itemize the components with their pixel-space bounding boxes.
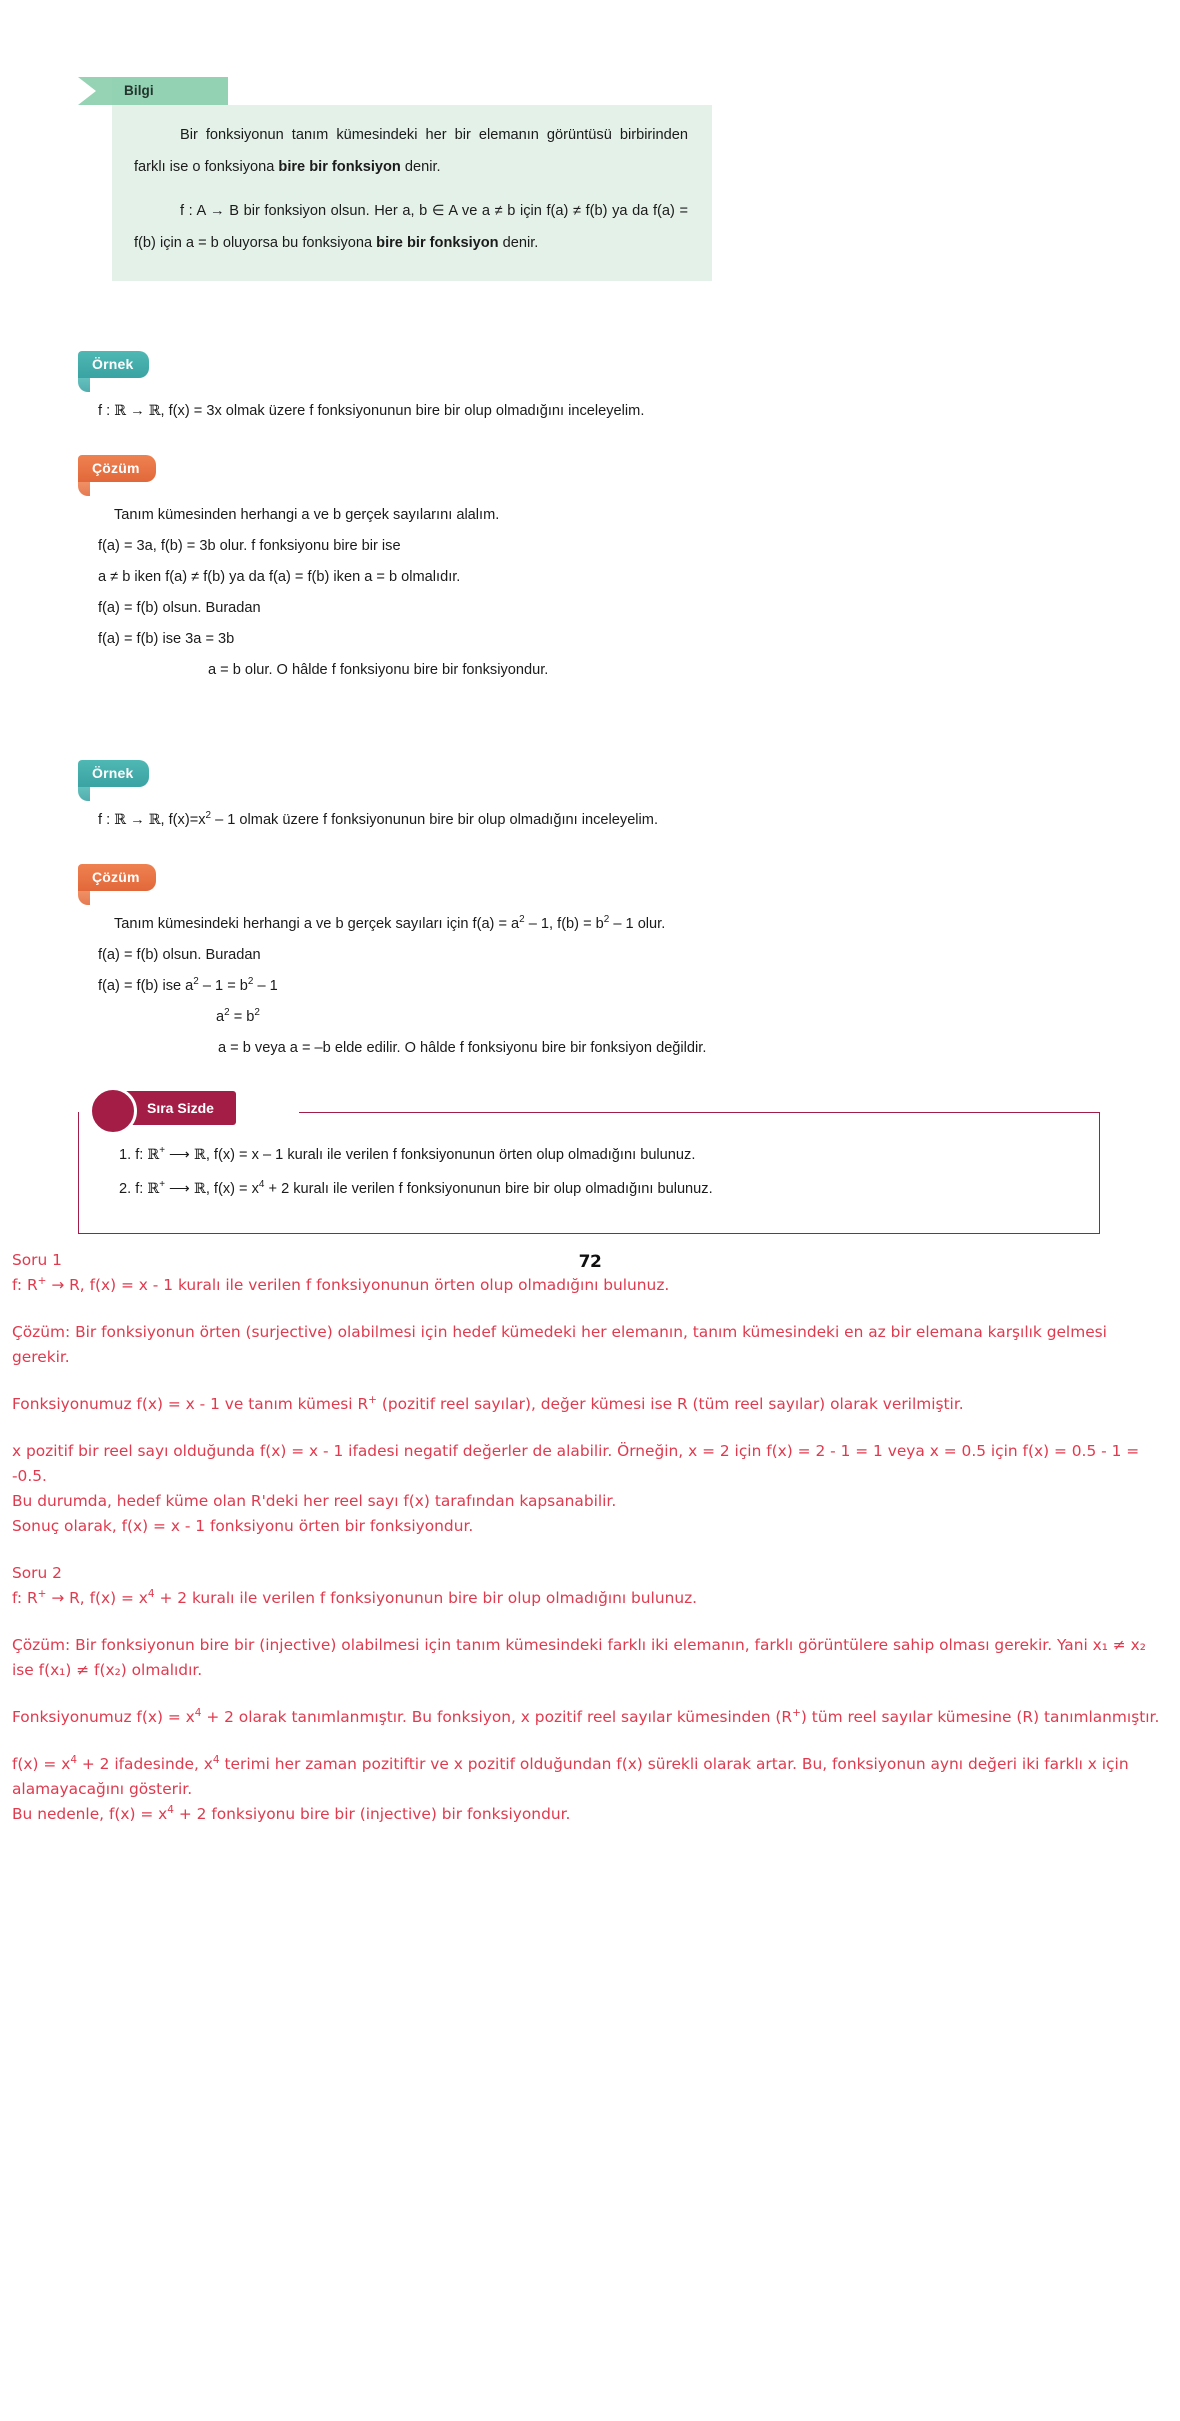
q2-title: Soru 2 — [12, 1564, 62, 1582]
sol2-l4-b: = b — [229, 1009, 255, 1025]
example-1-section — [78, 351, 1180, 427]
sol2-l1-sup1: 2 — [519, 914, 525, 926]
ribbon-tail-icon — [78, 77, 112, 105]
answer-question-2 — [12, 1561, 1166, 1611]
solution-1-tag-row — [78, 455, 1180, 482]
q2-sol-2-a: Fonksiyonumuz f(x) = x — [12, 1708, 195, 1726]
practice-2-rest-a: , f(x) = x — [205, 1181, 259, 1197]
q1-statement-sup: + — [37, 1274, 47, 1287]
info-p1-rest-before: fonksiyona — [204, 159, 279, 175]
solution-2-tag: Çözüm — [78, 864, 156, 891]
solution-2-line-4 — [98, 1002, 1180, 1033]
q2-statement-sup1: + — [37, 1587, 47, 1600]
ex1-arrow: → — [126, 403, 149, 419]
ex2-arrow: → — [126, 812, 149, 828]
practice-box — [78, 1100, 1100, 1234]
answer-annotations — [0, 1248, 1180, 1889]
solution-2-line-1 — [98, 909, 1180, 940]
practice-box-topline — [299, 1112, 1099, 1113]
practice-2-arrow: ⟶ — [164, 1181, 195, 1197]
q2-sol-3-c: terimi her zaman pozitiftir ve x pozitif olduğundan f(x) sürekli olarak artar. Bu, fonksiyonun aynı değeri iki farklı x için alamayacağını gösterir. — [12, 1755, 1129, 1798]
practice-2-sup1: + — [159, 1179, 165, 1191]
practice-1-rest: , f(x) = x – 1 kuralı ile verilen f fonksiyonunun örten olup olmadığını bulunuz. — [205, 1147, 696, 1163]
q2-sol-3-a: f(x) = x — [12, 1755, 71, 1773]
sol2-l4-sup2: 2 — [254, 1007, 260, 1019]
example-2-tag-row — [78, 760, 1180, 787]
solution-2-section — [78, 864, 1180, 1064]
info-p2-lead: f : A → B bir fonksiyon olsun. Her a, b ∈ A ve a ≠ b için f(a) ≠ f(b) ya da f(a) = f(b) için — [134, 203, 688, 251]
info-box-ribbon — [78, 77, 1180, 105]
info-box — [0, 77, 1180, 281]
practice-1-sup1: + — [159, 1145, 165, 1157]
info-p2-rest-after: denir. — [498, 235, 539, 251]
sol2-l1-sup2: 2 — [603, 914, 610, 926]
example-1-tag-row — [78, 351, 1180, 378]
answer-2-sol-3 — [12, 1752, 1166, 1827]
practice-1-set1: ℝ — [147, 1147, 160, 1163]
practice-2-rest-b: + 2 kuralı ile verilen f fonksiyonunun bire bir olup olmadığını bulunuz. — [264, 1181, 713, 1197]
q1-sol-2-a: Fonksiyonumuz f(x) = x - 1 ve tanım kümesi R — [12, 1395, 369, 1413]
q2-sol-3-sup1: 4 — [70, 1753, 77, 1766]
sol2-l4-a: a — [216, 1009, 225, 1025]
practice-1-number: 1. f: — [119, 1147, 148, 1163]
q1-sol-3: x pozitif bir reel sayı olduğunda f(x) = x - 1 ifadesi negatif değerler de alabilir. Örneğin, x = 2 için f(x) = 2 - 1 = 1 veya x = 0.5 için f(x) = 0.5 - 1 = -0.5. — [12, 1442, 1140, 1485]
q1-sol-4: Bu durumda, hedef küme olan R'deki her reel sayı f(x) tarafından kapsanabilir. — [12, 1492, 617, 1510]
q2-statement-c: + 2 kuralı ile verilen f fonksiyonunun bire bir olup olmadığını bulunuz. — [154, 1589, 698, 1607]
q2-sol-2-b: + 2 olarak tanımlanmıştır. Bu fonksiyon, x pozitif reel sayılar kümesinden (R — [201, 1708, 793, 1726]
example-2-tag: Örnek — [78, 760, 149, 787]
solution-1-line-4: f(a) = f(b) olsun. Buradan — [98, 600, 261, 616]
info-box-body — [112, 105, 712, 281]
q2-sol-2-c: ) tüm reel sayılar kümesine (R) tanımlanmıştır. — [800, 1708, 1160, 1726]
sol2-l3-sup1: 2 — [193, 976, 199, 988]
q1-sol-2 — [12, 1392, 1166, 1417]
sol2-l3-a: f(a) = f(b) ise a — [98, 978, 194, 994]
q2-statement-b: → R, f(x) = x — [46, 1589, 148, 1607]
solution-2-lines — [78, 909, 1180, 1064]
answer-2-sol-2 — [12, 1705, 1166, 1730]
info-p1-lead: Bir fonksiyonun tanım kümesindeki her bir elemanın görüntüsü birbirinden farklı ise o — [134, 127, 688, 175]
practice-box-circle-icon — [89, 1087, 137, 1135]
q1-statement — [12, 1273, 1166, 1298]
practice-2-sup2: 4 — [258, 1179, 265, 1191]
example-2-statement — [98, 805, 1180, 836]
sol2-l3-sup2: 2 — [247, 976, 254, 988]
solution-1-lines — [78, 500, 1180, 686]
answer-1-sol-rest — [12, 1439, 1166, 1539]
practice-box-frame — [78, 1100, 1100, 1234]
answer-2-sol-1 — [12, 1633, 1166, 1683]
practice-box-label: Sıra Sizde — [111, 1091, 236, 1125]
q2-sol-2 — [12, 1705, 1166, 1730]
ex2-exponent: 2 — [205, 810, 212, 822]
solution-1-line-1: Tanım kümesinden herhangi a ve b gerçek sayılarını alalım. — [114, 507, 500, 523]
q1-title: Soru 1 — [12, 1251, 62, 1269]
q2-sol-2-sup1: 4 — [194, 1706, 202, 1719]
example-1-tag: Örnek — [78, 351, 149, 378]
practice-2-set1: ℝ — [147, 1181, 160, 1197]
q2-sol-2-sup2: + — [792, 1706, 801, 1719]
solution-2-tag-row — [78, 864, 1180, 891]
answer-1-sol-1 — [12, 1320, 1166, 1370]
solution-1-line-6: a = b olur. O hâlde f fonksiyonu bire bir fonksiyondur. — [208, 662, 549, 678]
q2-sol-4-b: + 2 fonksiyonu bire bir (injective) bir fonksiyondur. — [173, 1805, 571, 1823]
ex1-prefix: f : — [98, 403, 115, 419]
solution-1-section — [78, 455, 1180, 686]
solution-1-line-2: f(a) = 3a, f(b) = 3b olur. f fonksiyonu bire bir ise — [98, 538, 401, 554]
solution-1-tag: Çözüm — [78, 455, 156, 482]
q2-sol-3-b: + 2 ifadesinde, x — [77, 1755, 213, 1773]
q1-sol-2-b: (pozitif reel sayılar), değer kümesi ise R (tüm reel sayılar) olarak verilmiştir. — [376, 1395, 964, 1413]
q1-sol-5: Sonuç olarak, f(x) = x - 1 fonksiyonu örten bir fonksiyondur. — [12, 1517, 474, 1535]
solution-2-line-3 — [98, 971, 1180, 1002]
ex2-domain-set: ℝ — [114, 812, 127, 828]
q2-sol-4-sup: 4 — [167, 1803, 174, 1816]
sol2-l1-c: – 1 olur. — [609, 916, 666, 932]
info-paragraph-2 — [134, 195, 688, 259]
solution-1-line-5: f(a) = f(b) ise 3a = 3b — [98, 631, 235, 647]
q2-sol-3 — [12, 1752, 1166, 1802]
ex2-rest-b: – 1 olmak üzere f fonksiyonunun bire bir olup olmadığını inceleyelim. — [211, 812, 659, 828]
info-box-label: Bilgi — [112, 77, 228, 105]
info-p2-rest-before: a = b oluyorsa bu fonksiyona — [185, 235, 377, 251]
practice-item-1 — [119, 1138, 1099, 1172]
ex1-codomain-set: ℝ — [148, 403, 161, 419]
info-p1-bold: bire bir fonksiyon — [278, 159, 401, 175]
page-number: 72 — [578, 1252, 602, 1272]
info-p1-rest-after: denir. — [400, 159, 441, 175]
q2-statement — [12, 1586, 1166, 1611]
q2-sol-4-a: Bu nedenle, f(x) = x — [12, 1805, 168, 1823]
practice-item-2 — [119, 1172, 1099, 1206]
ex2-rest-a: , f(x)=x — [160, 812, 206, 828]
info-p2-bold: bire bir fonksiyon — [376, 235, 499, 251]
example-2-statement-block — [78, 805, 1180, 836]
example-1-statement — [98, 396, 1180, 427]
q1-sol-1: Çözüm: Bir fonksiyonun örten (surjective) olabilmesi için hedef kümedeki her elemanın, tanım kümesindeki en az bir elemana karşılık gelmesi gerekir. — [12, 1323, 1107, 1366]
q2-sol-3-sup2: 4 — [212, 1753, 220, 1766]
example-2-section — [78, 760, 1180, 836]
sol2-l1-a: Tanım kümesindeki herhangi a ve b gerçek sayıları için f(a) = a — [114, 916, 520, 932]
practice-2-number: 2. f: — [119, 1181, 148, 1197]
sol2-l4-sup1: 2 — [224, 1007, 230, 1019]
answer-1-sol-2 — [12, 1392, 1166, 1417]
ex1-domain-set: ℝ — [114, 403, 127, 419]
practice-2-set2: ℝ — [194, 1181, 206, 1197]
textbook-page — [0, 77, 1180, 2421]
q2-statement-sup2: 4 — [147, 1587, 155, 1600]
practice-1-set2: ℝ — [194, 1147, 206, 1163]
info-paragraph-1 — [134, 119, 688, 183]
sol2-l3-b: – 1 = b — [198, 978, 248, 994]
practice-1-arrow: ⟶ — [164, 1147, 195, 1163]
q1-statement-b: → R, f(x) = x - 1 kuralı ile verilen f fonksiyonunun örten olup olmadığını bulunuz. — [46, 1276, 670, 1294]
solution-2-line-2: f(a) = f(b) olsun. Buradan — [98, 947, 261, 963]
q2-sol-1: Çözüm: Bir fonksiyonun bire bir (injective) olabilmesi için tanım kümesindeki farklı iki elemanın, farklı görüntülere sahip olması gerekir. Yani x₁ ≠ x₂ ise f(x₁) ≠ f(x₂) olmalıdır. — [12, 1636, 1146, 1679]
solution-2-line-5: a = b veya a = –b elde edilir. O hâlde f fonksiyonu bire bir fonksiyon değildir. — [218, 1040, 707, 1056]
q1-sol-2-sup: + — [368, 1393, 377, 1406]
solution-1-line-3: a ≠ b iken f(a) ≠ f(b) ya da f(a) = f(b) iken a = b olmalıdır. — [98, 569, 461, 585]
sol2-l3-c: – 1 — [253, 978, 278, 994]
q2-statement-a: f: R — [12, 1589, 38, 1607]
ex2-prefix: f : — [98, 812, 115, 828]
q2-sol-4 — [12, 1802, 1166, 1827]
sol2-l1-b: – 1, f(b) = b — [524, 916, 604, 932]
ex1-rest: , f(x) = 3x olmak üzere f fonksiyonunun bire bir olup olmadığını inceleyelim. — [160, 403, 645, 419]
example-1-statement-block — [78, 396, 1180, 427]
q1-statement-a: f: R — [12, 1276, 38, 1294]
ex2-codomain-set: ℝ — [148, 812, 161, 828]
